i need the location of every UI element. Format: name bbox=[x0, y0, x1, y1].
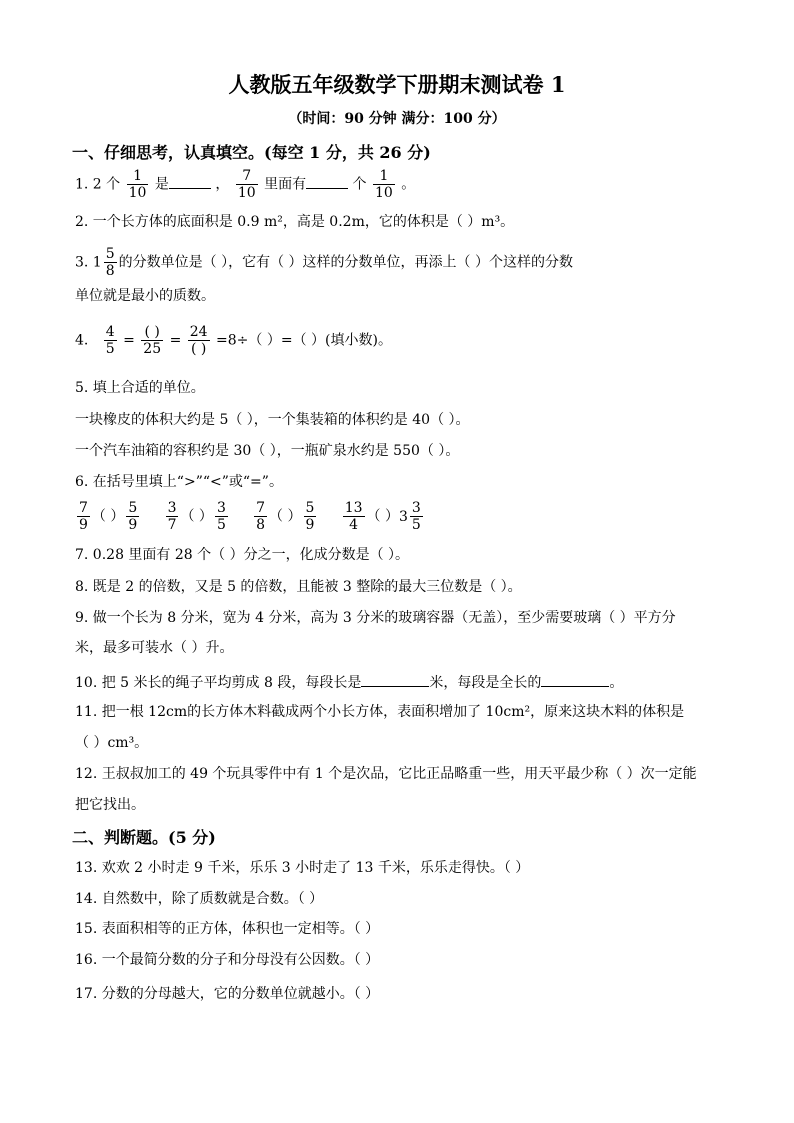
fraction-blank[interactable]: $\frac{( )}{25}$ bbox=[143, 324, 162, 357]
question-11: 11. 把一根 12cm的长方体木料截成两个小长方体，表面积增加了 10cm²，原来这块木料的体积是 bbox=[75, 704, 685, 720]
exam-info: （时间：90 分钟 满分：100 分） bbox=[288, 111, 506, 127]
fraction: $\frac{1}{10}$ bbox=[128, 168, 147, 201]
question-5-line-2: 一个汽车油箱的容积约是 30（ ），一瓶矿泉水约是 550（ ）。 bbox=[75, 443, 460, 459]
question-3-line-2: 单位就是最小的质数。 bbox=[75, 288, 215, 304]
question-17: 17. 分数的分母越大，它的分数单位就越小。（ ） bbox=[75, 986, 380, 1002]
question-6: 6. 在括号里填上“>”“<”或“=”。 bbox=[75, 474, 283, 490]
question-5-line-1: 一块橡皮的体积大约是 5（ ），一个集装箱的体积约是 40（ ）。 bbox=[75, 412, 470, 428]
comparison-row bbox=[75, 500, 425, 533]
question-15: 15. 表面积相等的正方体，体积也一定相等。（ ） bbox=[75, 921, 380, 937]
compare-blank[interactable]: （ ） bbox=[91, 508, 125, 525]
page-title: 人教版五年级数学下册期末测试卷 1 bbox=[228, 72, 566, 97]
question-13: 13. 欢欢 2 小时走 9 千米，乐乐 3 小时走了 13 千米，乐乐走得快。（ ） bbox=[75, 860, 530, 876]
fraction-blank[interactable]: $\frac{24}{( )}$ bbox=[189, 324, 208, 357]
question-16: 16. 一个最简分数的分子和分母没有公因数。（ ） bbox=[75, 952, 380, 968]
question-9-line-2: 米，最多可装水（ ）升。 bbox=[75, 640, 234, 656]
answer-blank[interactable] bbox=[169, 174, 211, 189]
question-1: 1. 2 个 $\frac{1}{10}$ 是 ， $\frac{7}{10}$ 里面有 个 $\frac{1}{10}$ 。 bbox=[75, 168, 416, 201]
fraction: $\frac{5}{8}$ bbox=[105, 246, 115, 279]
fraction: $\frac{5}{9}$ bbox=[305, 500, 315, 533]
fraction: $\frac{3}{5}$ bbox=[216, 500, 226, 533]
question-14: 14. 自然数中，除了质数就是合数。（ ） bbox=[75, 891, 324, 907]
compare-blank[interactable]: （ ） bbox=[269, 508, 302, 525]
answer-blank[interactable] bbox=[306, 174, 348, 189]
question-10: 10. 把 5 米长的绳子平均剪成 8 段，每段长是 米，每段是全长的 。 bbox=[75, 672, 623, 693]
question-5: 5. 填上合适的单位。 bbox=[75, 380, 205, 396]
question-12-line-2: 把它找出。 bbox=[75, 797, 145, 813]
question-11-line-2: （ ）cm³。 bbox=[75, 735, 149, 751]
fraction: $\frac{4}{5}$ bbox=[105, 324, 115, 357]
fraction: $\frac{1}{10}$ bbox=[375, 168, 393, 201]
question-8: 8. 既是 2 的倍数，又是 5 的倍数，且能被 3 整除的最大三位数是（ ）。 bbox=[75, 579, 522, 595]
fraction: $\frac{3}{7}$ bbox=[167, 500, 177, 533]
compare-blank[interactable]: （ ） bbox=[366, 508, 399, 525]
fraction: $\frac{7}{9}$ bbox=[79, 500, 88, 533]
compare-blank[interactable]: （ ） bbox=[180, 508, 213, 525]
question-7: 7. 0.28 里面有 28 个（ ）分之一，化成分数是（ ）。 bbox=[75, 547, 410, 563]
question-2: 2. 一个长方体的底面积是 0.9 m²，高是 0.2m，它的体积是（ ）m³。 bbox=[75, 214, 515, 230]
question-12: 12. 王叔叔加工的 49 个玩具零件中有 1 个是次品，它比正品略重一些，用天平最少称（ ）次一定能 bbox=[75, 766, 697, 782]
section-2-heading: 二、判断题。(5 分) bbox=[72, 828, 216, 847]
answer-blank[interactable] bbox=[361, 672, 429, 687]
fraction: $\frac{5}{9}$ bbox=[128, 500, 138, 533]
question-3: 3. 1 $\frac{5}{8}$ 的分数单位是（ ），它有（ ）这样的分数单位，再添上（ ）个这样的分数 bbox=[75, 246, 573, 279]
mixed-number: 3 $\frac{3}{5}$ bbox=[398, 500, 421, 533]
section-1-heading: 一、仔细思考，认真填空。(每空 1 分，共 26 分) bbox=[72, 143, 431, 162]
fraction: $\frac{7}{8}$ bbox=[256, 500, 266, 533]
question-4: 4. $\frac{4}{5}$ = $\frac{( )}{25}$ = $\frac{24}{( )}$ =8÷（ ）=（ ）(填小数)。 bbox=[75, 324, 392, 357]
question-9: 9. 做一个长为 8 分米，宽为 4 分米，高为 3 分米的玻璃容器（无盖），至少需要玻璃（ ）平方分 bbox=[75, 610, 676, 626]
fraction: $\frac{7}{10}$ bbox=[237, 168, 256, 201]
fraction: $\frac{13}{4}$ bbox=[344, 500, 363, 533]
answer-blank[interactable] bbox=[541, 672, 609, 687]
